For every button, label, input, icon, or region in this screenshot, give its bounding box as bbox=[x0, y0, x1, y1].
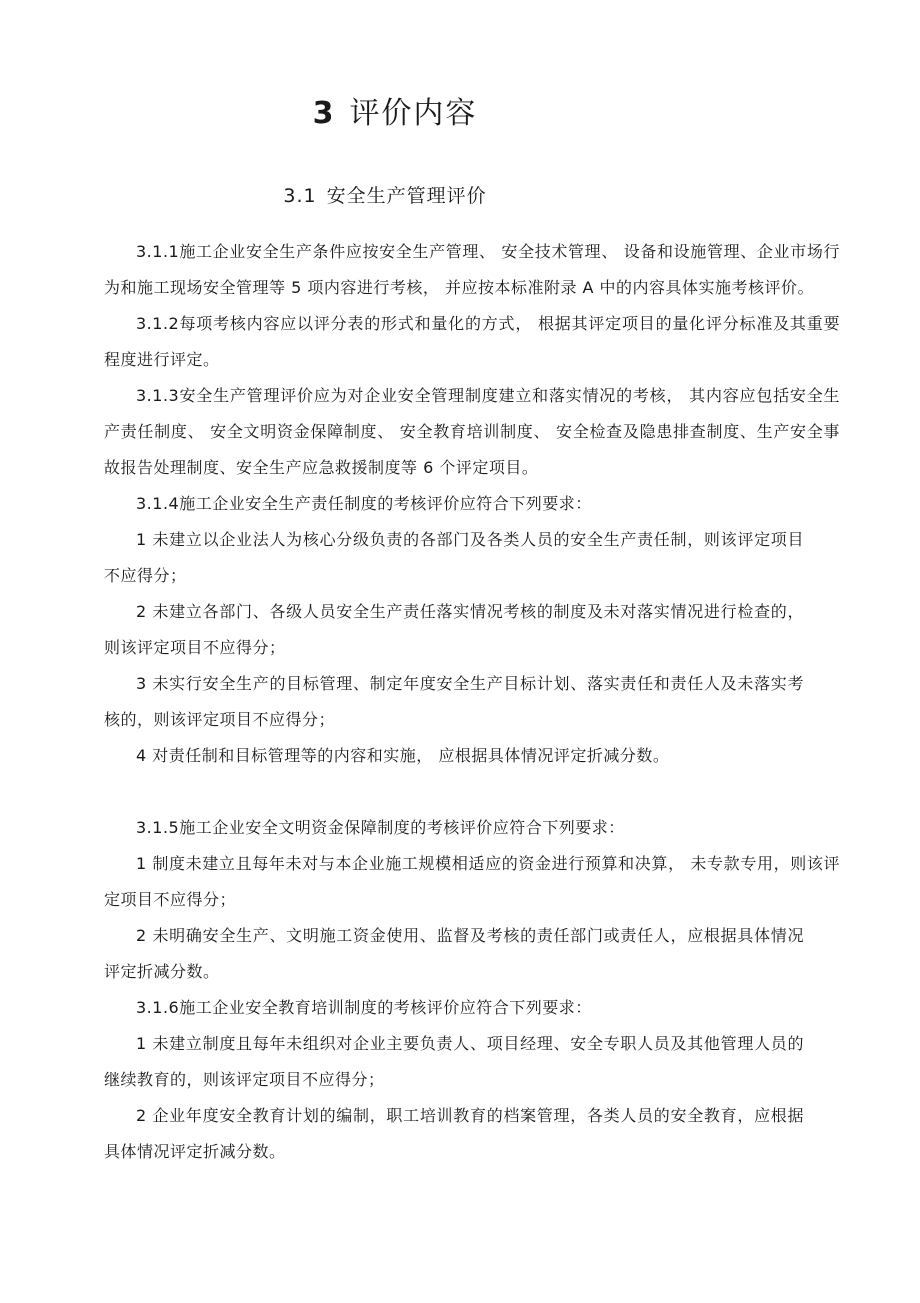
clause-3-1-6-item-1: 1 未建立制度且每年未组织对企业主要负责人、项目经理、安全专职人员及其他管理人员的继续教育的，则该评定项目不应得分； bbox=[104, 1034, 804, 1089]
section-number: 3.1 bbox=[283, 185, 317, 207]
clause-3-1-3: 3.1.3安全生产管理评价应为对企业安全管理制度建立和落实情况的考核， 其内容应包括安全生产责任制度、 安全文明资金保障制度、 安全教育培训制度、 安全检查及隐患排查制度、生产安全事故报告处理制度、安全生产应急救援制度等 6 个评定项目。 bbox=[104, 386, 840, 477]
clause-3-1-4-item-1: 1 未建立以企业法人为核心分级负责的各部门及各类人员的安全生产责任制，则该评定项目不应得分； bbox=[104, 530, 804, 585]
clause-3-1-5-item-2: 2 未明确安全生产、文明施工资金使用、监督及考核的责任部门或责任人，应根据具体情况评定折减分数。 bbox=[104, 926, 804, 981]
clause-3-1-6-item-2: 2 企业年度安全教育计划的编制，职工培训教育的档案管理，各类人员的安全教育，应根据具体情况评定折减分数。 bbox=[104, 1106, 804, 1161]
clause-3-1-4-item-2: 2 未建立各部门、各级人员安全生产责任落实情况考核的制度及未对落实情况进行检查的，则该评定项目不应得分； bbox=[104, 602, 804, 657]
section-heading bbox=[0, 180, 770, 212]
clause-3-1-5-item-1: 1 制度未建立且每年未对与本企业施工规模相适应的资金进行预算和决算， 未专款专用，则该评定项目不应得分； bbox=[104, 854, 840, 909]
document-body bbox=[104, 234, 840, 1170]
chapter-number: 3 bbox=[312, 96, 336, 131]
paragraph-gap bbox=[104, 774, 840, 810]
chapter-title: 评价内容 bbox=[349, 96, 478, 131]
clause-3-1-1: 3.1.1施工企业安全生产条件应按安全生产管理、 安全技术管理、 设备和设施管理、企业市场行为和施工现场安全管理等 5 项内容进行考核， 并应按本标准附录 A 中的内容具体实施考核评价。 bbox=[104, 242, 840, 297]
clause-3-1-4-item-4: 4 对责任制和目标管理等的内容和实施， 应根据具体情况评定折减分数。 bbox=[136, 746, 670, 765]
clause-3-1-2: 3.1.2每项考核内容应以评分表的形式和量化的方式， 根据其评定项目的量化评分标准及其重要程度进行评定。 bbox=[104, 314, 840, 369]
section-title: 安全生产管理评价 bbox=[326, 185, 487, 207]
clause-3-1-4: 3.1.4施工企业安全生产责任制度的考核评价应符合下列要求： bbox=[136, 494, 592, 513]
clause-3-1-6: 3.1.6施工企业安全教育培训制度的考核评价应符合下列要求： bbox=[136, 998, 592, 1017]
chapter-heading bbox=[0, 92, 790, 136]
clause-3-1-5: 3.1.5施工企业安全文明资金保障制度的考核评价应符合下列要求： bbox=[136, 818, 625, 837]
clause-3-1-4-item-3: 3 未实行安全生产的目标管理、制定年度安全生产目标计划、落实责任和责任人及未落实考核的，则该评定项目不应得分； bbox=[104, 674, 804, 729]
